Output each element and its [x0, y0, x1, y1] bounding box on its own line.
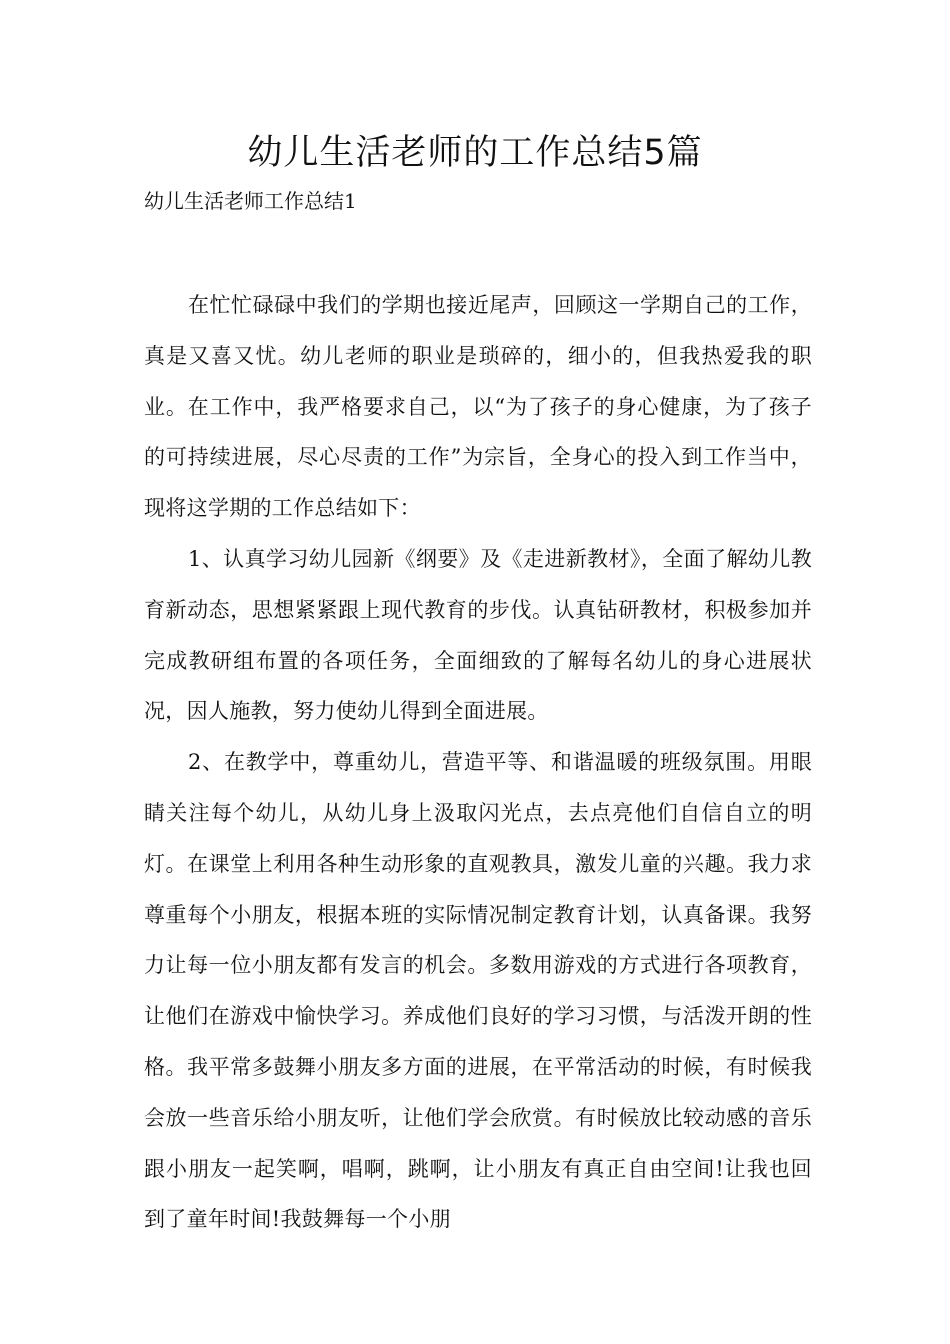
paragraph-intro: 在忙忙碌碌中我们的学期也接近尾声，回顾这一学期自己的工作，真是又喜又忧。幼儿老师的职业是琐碎的，细小的，但我热爱我的职业。在工作中，我严格要求自己，以“为了孩子的身心健康，为了孩子的可持续进展，尽心尽责的工作”为宗旨，全身心的投入到工作当中，现将这学期的工作总结如下： — [144, 293, 812, 521]
paragraph-item-2: 2、在教学中，尊重幼儿，营造平等、和谐温暖的班级氛围。用眼睛关注每个幼儿，从幼儿身上汲取闪光点，去点亮他们自信自立的明灯。在课堂上利用各种生动形象的直观教具，激发儿童的兴趣。我力求尊重每个小朋友，根据本班的实际情况制定教育计划，认真备课。我努力让每一位小朋友都有发言的机会。多数用游戏的方式进行各项教育，让他们在游戏中愉快学习。养成他们良好的学习习惯，与活泼开朗的性格。我平常多鼓舞小朋友多方面的进展，在平常活动的时候，有时候我会放一些音乐给小朋友听，让他们学会欣赏。有时候放比较动感的音乐跟小朋友一起笑啊，唱啊，跳啊，让小朋友有真正自由空间!让我也回到了童年时间!我鼓舞每一个小朋 — [144, 750, 812, 1232]
paragraph-item-1: 1、认真学习幼儿园新《纲要》及《走进新教材》，全面了解幼儿教育新动态，思想紧紧跟上现代教育的步伐。认真钻研教材，积极参加并完成教研组布置的各项任务，全面细致的了解每名幼儿的身心进展状况，因人施教，努力使幼儿得到全面进展。 — [144, 546, 812, 724]
document-body — [144, 280, 812, 1245]
document-title: 幼儿生活老师的工作总结5篇 — [247, 133, 703, 173]
section-heading: 幼儿生活老师工作总结1 — [144, 189, 357, 213]
